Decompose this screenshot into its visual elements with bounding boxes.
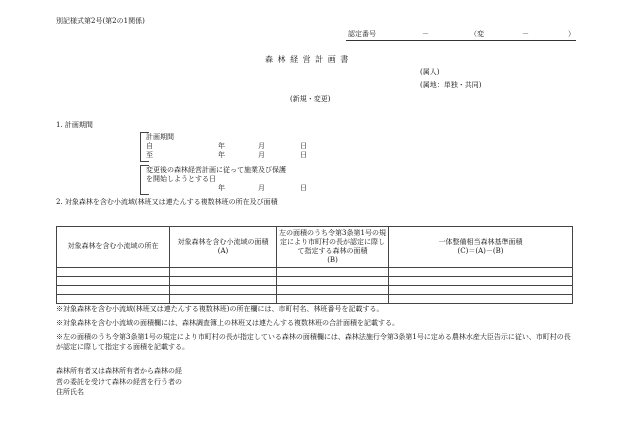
- period-from-day: 日: [300, 142, 307, 150]
- table-cell[interactable]: [389, 277, 573, 286]
- table-row: [57, 295, 573, 304]
- column-header-area-b: 左の面積のうち令第3条第1号の規定により市町村の長が認定に際して指定する森林の面積 (B): [277, 227, 389, 268]
- table-cell[interactable]: [57, 295, 170, 304]
- table-cell[interactable]: [170, 268, 277, 277]
- column-header-area-a: 対象森林を含む小流域の面積 (A): [170, 227, 277, 268]
- table-cell[interactable]: [57, 277, 170, 286]
- change-start-line-1: 変更後の森林経営計画に従って施業及び保護: [146, 166, 286, 174]
- table-header-row: [57, 227, 573, 268]
- change-start-day: 日: [300, 184, 307, 192]
- table-cell[interactable]: [170, 295, 277, 304]
- period-label: 計画期間: [146, 133, 174, 141]
- table-cell[interactable]: [389, 286, 573, 295]
- certification-dash-1: －: [422, 30, 429, 38]
- table-cell[interactable]: [277, 277, 389, 286]
- period-to-year: 年: [218, 151, 225, 159]
- period-to: 至: [146, 151, 153, 159]
- document-title: 森 林 経 営 計 画 書: [265, 55, 350, 64]
- section2-heading: 2. 対象森林を含む小流域(林班又は連たんする複数林班の所在及び面積: [56, 198, 278, 206]
- table-row: [57, 268, 573, 277]
- period-to-month: 月: [258, 151, 265, 159]
- applicant-belong: (属人): [420, 68, 440, 76]
- certification-label: 認定番号: [348, 30, 376, 38]
- change-start-year: 年: [218, 184, 225, 192]
- table-row: [57, 286, 573, 295]
- period-from-month: 月: [258, 142, 265, 150]
- watershed-area-table: [56, 226, 573, 304]
- table-cell[interactable]: [57, 286, 170, 295]
- period-from: 自: [146, 142, 153, 150]
- column-header-location: 対象森林を含む小流域の所在: [57, 227, 170, 268]
- column-header-area-c: 一体整備相当森林基準面積 (C)＝(A)－(B): [389, 227, 573, 268]
- table-cell[interactable]: [277, 268, 389, 277]
- table-cell[interactable]: [57, 268, 170, 277]
- table-cell[interactable]: [389, 268, 573, 277]
- note-3: ※左の面積のうち令第3条第1号の規定により市町村の長が指定している森林の面積欄には、森林法施行令第3条第1号に定める農林水産大臣告示に従い、市町村の長が認定に際して指定する面積を記載する。: [56, 333, 571, 352]
- period-from-year: 年: [218, 142, 225, 150]
- certification-change: （変: [470, 30, 484, 38]
- certification-close: ）: [568, 30, 575, 38]
- change-start-line-2: を開始しようとする日: [146, 175, 216, 183]
- change-start-month: 月: [258, 184, 265, 192]
- table-cell[interactable]: [170, 286, 277, 295]
- certification-dash-2: －: [522, 30, 529, 38]
- applicant-belong-area: (属地：単独・共同): [420, 81, 482, 89]
- table-cell[interactable]: [170, 277, 277, 286]
- signature-label: 森林所有者又は森林所有者から森林の経営の委託を受けて森林の経営を行う者の住所氏名: [56, 367, 182, 396]
- section1-heading: 1. 計画期間: [56, 121, 93, 129]
- table-cell[interactable]: [277, 295, 389, 304]
- new-change-label: (新規・変更): [290, 95, 331, 103]
- table-row: [57, 277, 573, 286]
- form-number: 別記様式第2号(第2の1関係): [56, 17, 145, 25]
- note-2: ※対象森林を含む小流域の面積欄には、森林調査簿上の林班又は連たんする複数林班の合計面積を記載する。: [56, 319, 399, 327]
- table-cell[interactable]: [389, 295, 573, 304]
- note-1: ※対象森林を含む小流域(林班又は連たんする複数林班)の所在欄には、市町村名、林班番号を記載する。: [56, 305, 384, 313]
- certification-underline: [346, 40, 576, 41]
- table-cell[interactable]: [277, 286, 389, 295]
- period-to-day: 日: [300, 151, 307, 159]
